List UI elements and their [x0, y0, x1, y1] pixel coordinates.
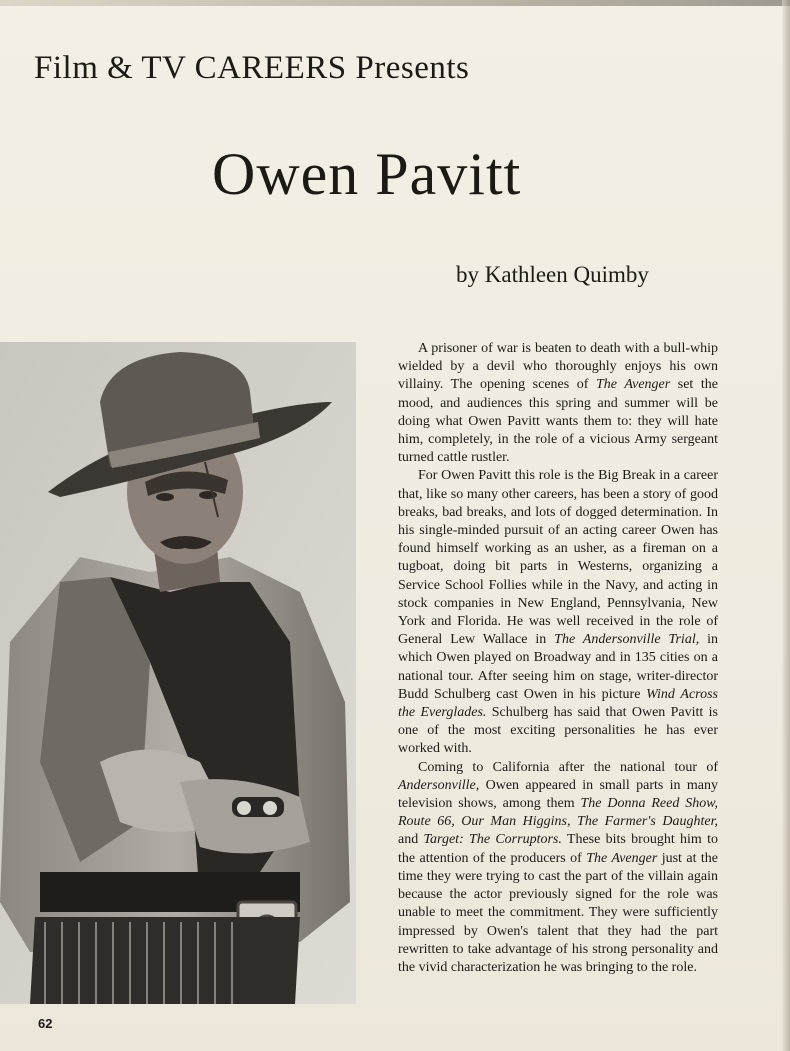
italic-title-run: Andersonville, — [398, 777, 480, 793]
text-run: Schulberg has said that Owen Pavitt is one of the most exciting personalities he has ever worked with. — [398, 705, 718, 757]
article-title: Owen Pavitt — [212, 141, 522, 207]
page-number: 62 — [38, 1016, 53, 1031]
italic-title-run: Target: The Corruptors. — [423, 832, 562, 848]
text-run: set the mood, and audiences this spring and summer will be doing what Owen Pavitt wants them to: they will hate him, completely, in the role of a vicious Army sergeant turned cattle rustler. — [398, 377, 718, 466]
italic-title-run: The Andersonville Trial, — [554, 632, 700, 648]
text-run: and — [398, 832, 424, 848]
text-run: These bits brought him to the attention of the producers of — [398, 832, 719, 866]
article-paragraph — [398, 759, 718, 977]
italic-title-run: Wind Across the Everglades. — [398, 686, 718, 721]
page-top-edge — [0, 0, 790, 6]
text-run: A prisoner of war is beaten to death with a bull-whip wielded by a devil who thoroughly enjoys his own villainy. The opening scenes of — [398, 341, 718, 393]
italic-title-run: The Donna Reed Show, Route 66, Our Man Higgins, The Farmer's Daughter, — [398, 796, 719, 830]
text-run: in which Owen played on Broadway and in 135 cities on a national tour. After seeing him on stage, writer-director Budd Schulberg cast Owen in his picture — [398, 632, 719, 702]
article-byline: by Kathleen Quimby — [456, 262, 649, 287]
page-right-edge — [782, 0, 790, 1051]
text-run: Owen appeared in small parts in many television shows, among them — [398, 777, 718, 812]
actor-portrait-photo — [0, 342, 356, 1004]
text-run: Coming to California after the national tour of — [418, 759, 718, 775]
article-paragraph — [398, 340, 718, 467]
italic-title-run: The Avenger — [596, 377, 671, 393]
italic-title-run: The Avenger — [586, 850, 658, 866]
text-run: For Owen Pavitt this role is the Big Break in a career that, like so many other careers, has been a story of good breaks, bad breaks, and lots of dogged determination. In his single-minded pursuit of an acting career Owen has found himself working as an usher, as a fireman on a tugboat, doing bit parts in Westerns, organizing a Service School Follies while in the Navy, and acting in stock companies in New England, Pennsylvania, New York and Florida. He was well received in the role of General Lew Wallace in — [398, 468, 718, 648]
article-body — [398, 340, 718, 977]
magazine-header: Film & TV CAREERS Presents — [34, 50, 470, 86]
article-paragraph — [398, 467, 718, 758]
portrait-illustration — [0, 342, 356, 1004]
text-run: just at the time they were trying to cast the part of the villain again because the actor previously signed for the role was unable to meet the commitment. They were sufficiently impressed by Owen's talent that they had the part rewritten to take advantage of his strong personality and the vivid characterization he was bringing to the role. — [398, 850, 718, 975]
